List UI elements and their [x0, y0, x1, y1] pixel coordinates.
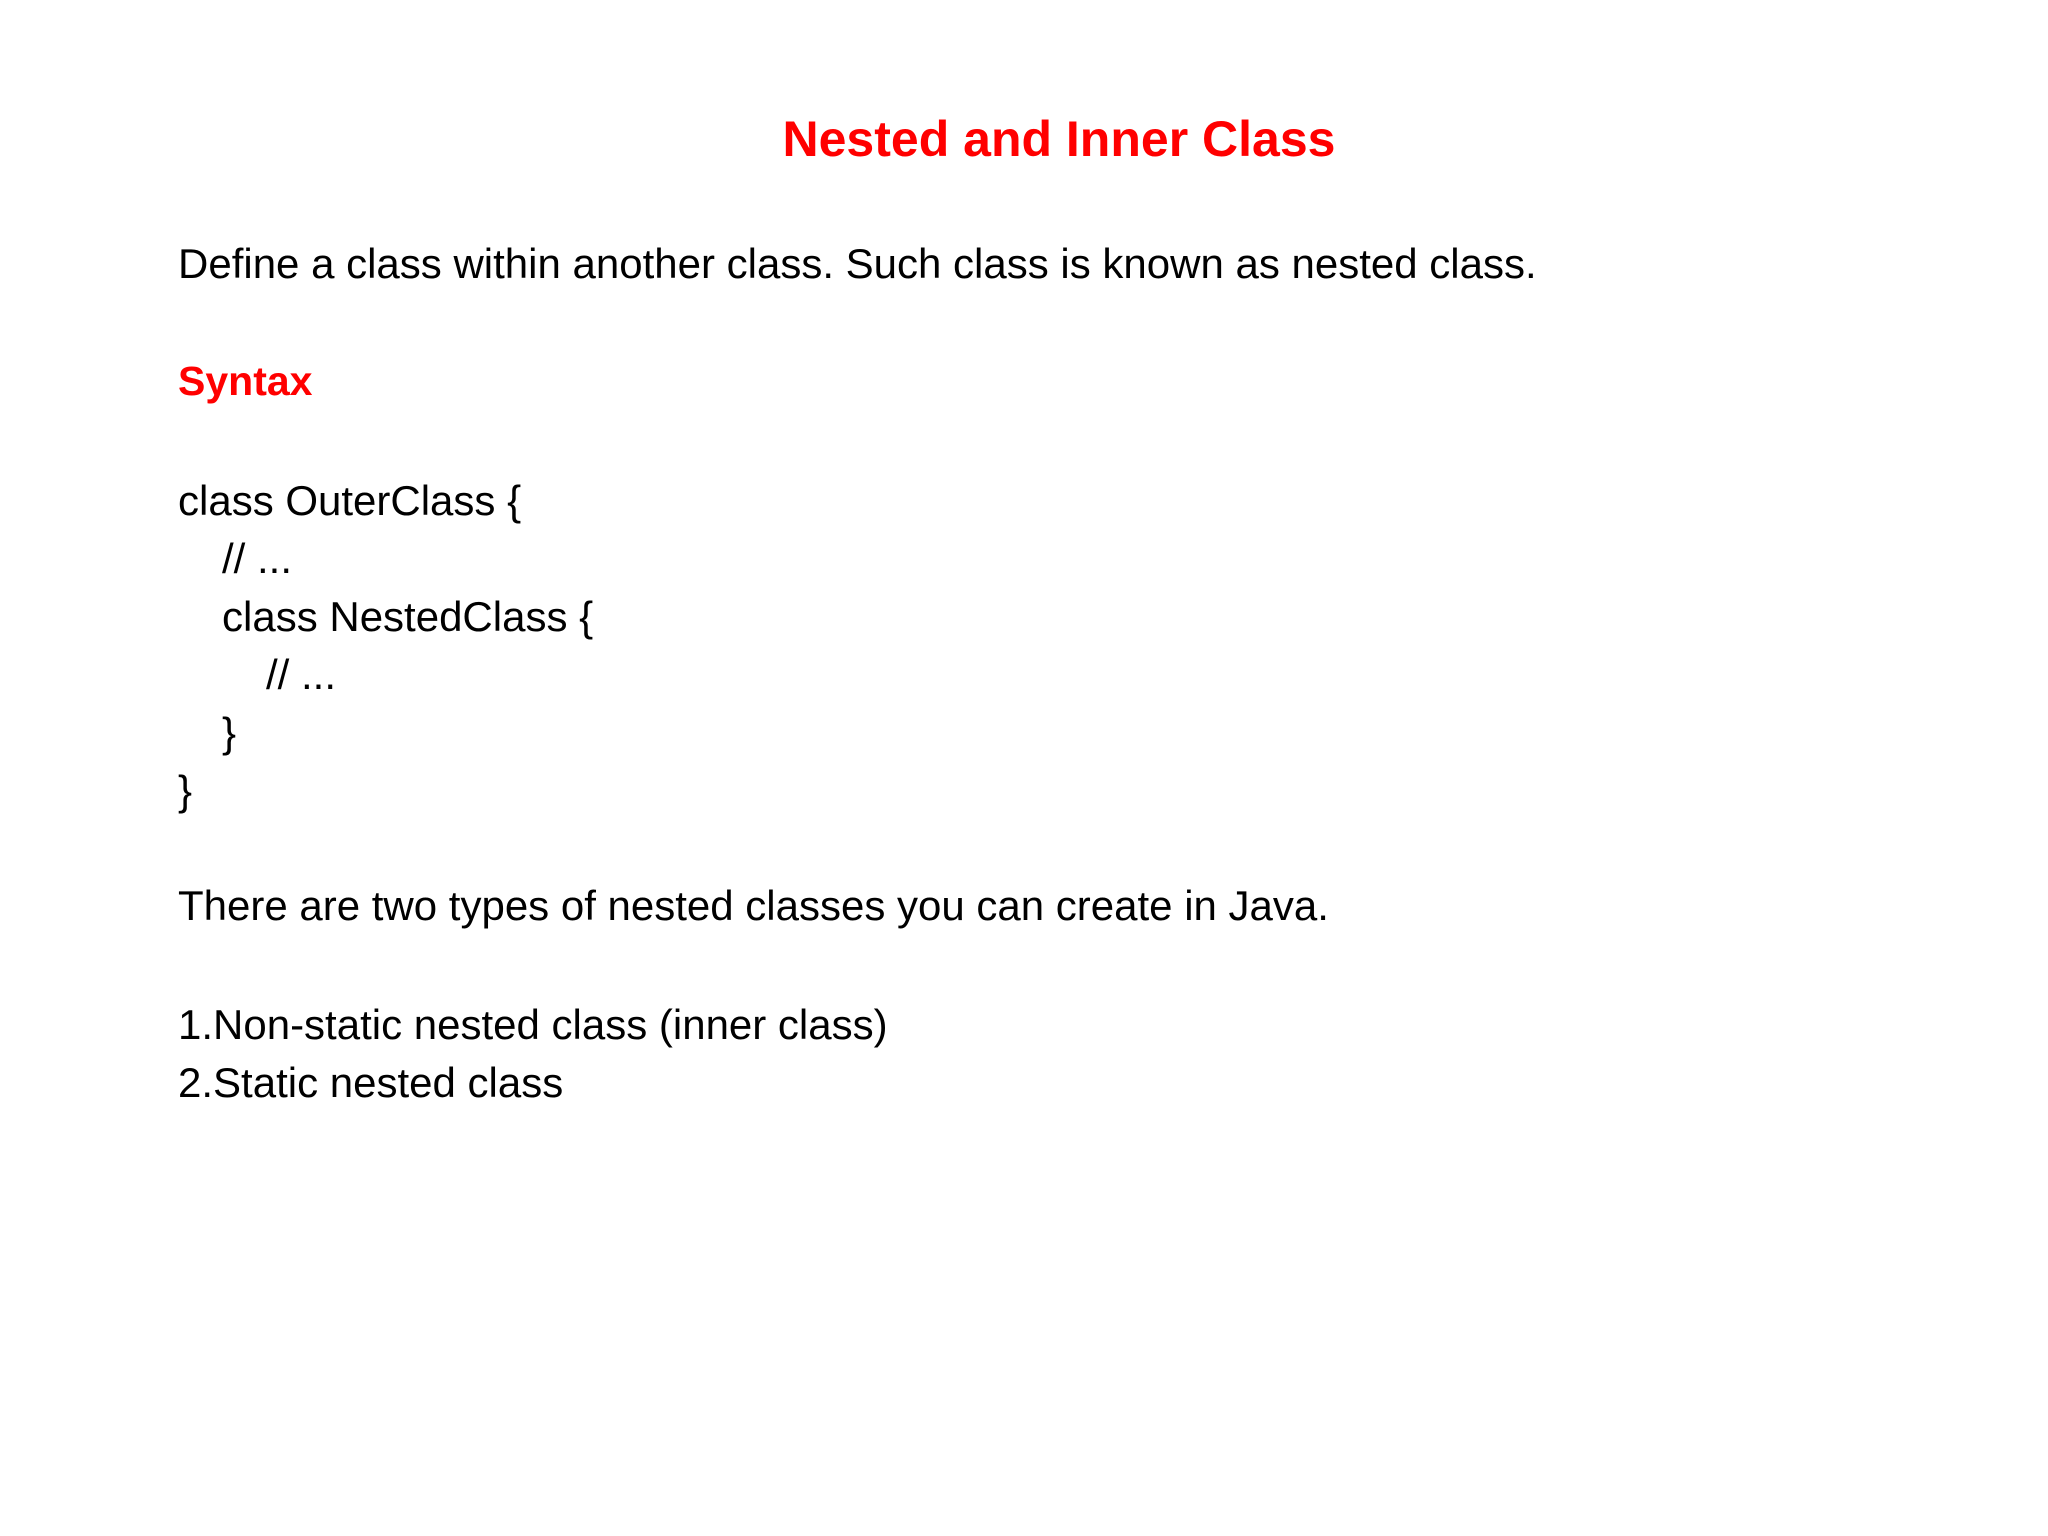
code-line: }: [222, 709, 237, 756]
syntax-heading: Syntax: [178, 358, 313, 404]
list-item: 1.Non-static nested class (inner class): [178, 1001, 888, 1048]
slide-title: Nested and Inner Class: [782, 111, 1336, 167]
code-line: class NestedClass {: [222, 593, 594, 640]
types-intro-paragraph: There are two types of nested classes you can create in Java.: [178, 882, 1329, 929]
nested-class-types-list: [178, 996, 888, 1112]
code-line: // ...: [266, 651, 337, 698]
list-item: 2.Static nested class: [178, 1059, 564, 1106]
code-line: }: [178, 767, 193, 814]
code-line: // ...: [222, 535, 293, 582]
intro-paragraph: Define a class within another class. Such class is known as nested class.: [178, 240, 1537, 287]
code-block: [178, 472, 593, 820]
code-line: class OuterClass {: [178, 477, 522, 524]
